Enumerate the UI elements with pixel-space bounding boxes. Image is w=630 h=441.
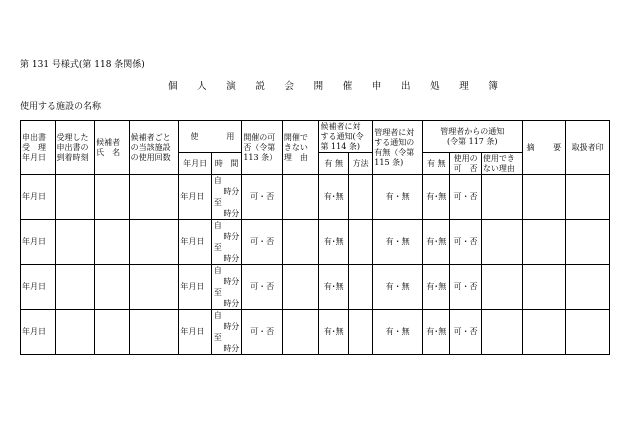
title-char: 処: [430, 81, 440, 92]
header-use-ok: 使用の 可 否: [450, 153, 481, 175]
application-date-cell: 年月日: [21, 265, 56, 310]
header-manager-notice: 管理者に対 する通知の 有無（令第 115 条): [373, 121, 423, 175]
use-count-cell: [129, 265, 179, 310]
notice-yes-no-cell: 有･無: [319, 220, 348, 265]
header-application-date: 申出書 受 理 年月日: [21, 121, 56, 175]
from-manager-cell: 有･無: [423, 265, 450, 310]
title-char: 個: [168, 81, 178, 92]
application-date-cell: 年月日: [21, 220, 56, 265]
remarks-cell: [522, 265, 566, 310]
header-use-count: 候補者ごと の当該施設 の使用回数: [129, 121, 179, 175]
manager-notice-cell: 有・無: [373, 220, 423, 265]
from-manager-cell: 有･無: [423, 220, 450, 265]
notice-method-cell: [348, 175, 372, 220]
received-time-cell: [55, 265, 95, 310]
header-candidate-notice: 候補者に対 する通知(令 第 114 条): [319, 121, 373, 153]
title-char: 催: [342, 81, 353, 92]
header-cannot-hold: 開催で きない 理 由: [282, 121, 319, 175]
remarks-cell: [522, 220, 566, 265]
remarks-cell: [522, 175, 566, 220]
candidate-name-cell: [95, 220, 130, 265]
use-ok-cell: 可・否: [450, 220, 481, 265]
holding-ok-cell: 可・否: [242, 220, 283, 265]
handler-seal-cell: [566, 310, 610, 355]
register-table: [20, 120, 610, 355]
use-time-cell: 自 時分 至 時分: [211, 175, 241, 220]
table-row: [21, 265, 610, 310]
cannot-use-cell: [481, 175, 522, 220]
manager-notice-cell: 有・無: [373, 265, 423, 310]
application-date-cell: 年月日: [21, 175, 56, 220]
application-date-cell: 年月日: [21, 310, 56, 355]
table-row: [21, 175, 610, 220]
cannot-hold-cell: [282, 175, 319, 220]
cannot-hold-cell: [282, 265, 319, 310]
use-ok-cell: 可・否: [450, 265, 481, 310]
cannot-use-cell: [481, 220, 522, 265]
header-from-manager: 管理者からの通知 (令第 117 条): [423, 121, 523, 153]
title-char: 人: [197, 81, 207, 92]
header-use-time: 時 間: [211, 153, 241, 175]
table-row: [21, 310, 610, 355]
header-handler-seal: 取扱者印: [566, 121, 610, 175]
use-date-cell: 年月日: [179, 175, 211, 220]
candidate-name-cell: [95, 310, 130, 355]
table-row: [21, 220, 610, 265]
cannot-hold-cell: [282, 310, 319, 355]
holding-ok-cell: 可・否: [242, 175, 283, 220]
received-time-cell: [55, 310, 95, 355]
header-notice-yes-no: 有 無: [319, 153, 348, 175]
header-row-1: [21, 121, 610, 153]
received-time-cell: [55, 220, 95, 265]
handler-seal-cell: [566, 175, 610, 220]
use-time-cell: 自 時分 至 時分: [211, 310, 241, 355]
handler-seal-cell: [566, 220, 610, 265]
header-remarks: 摘 要: [522, 121, 566, 175]
title-char: 理: [459, 81, 469, 92]
title-char: 演: [226, 81, 236, 92]
header-use: 使 用: [179, 121, 242, 153]
header-from-manager-yes-no: 有 無: [423, 153, 450, 175]
holding-ok-cell: 可・否: [242, 265, 283, 310]
notice-yes-no-cell: 有･無: [319, 310, 348, 355]
page-title: [168, 78, 498, 92]
manager-notice-cell: 有・無: [373, 310, 423, 355]
use-count-cell: [129, 220, 179, 265]
notice-method-cell: [348, 220, 372, 265]
title-char: 出: [401, 81, 411, 92]
title-char: 会: [284, 81, 295, 92]
facility-label: 使用する施設の名称: [20, 102, 102, 112]
notice-yes-no-cell: 有･無: [319, 175, 348, 220]
cannot-hold-cell: [282, 220, 319, 265]
holding-ok-cell: 可・否: [242, 310, 283, 355]
title-char: 簿: [488, 81, 498, 92]
candidate-name-cell: [95, 175, 130, 220]
title-char: 申: [371, 81, 382, 92]
form-number: 第 131 号様式(第 118 条関係): [20, 60, 145, 70]
manager-notice-cell: 有・無: [373, 175, 423, 220]
cannot-use-cell: [481, 310, 522, 355]
cannot-use-cell: [481, 265, 522, 310]
use-date-cell: 年月日: [179, 220, 211, 265]
candidate-name-cell: [95, 265, 130, 310]
header-notice-method: 方法: [348, 153, 372, 175]
title-char: 説: [255, 81, 265, 92]
received-time-cell: [55, 175, 95, 220]
use-ok-cell: 可・否: [450, 310, 481, 355]
remarks-cell: [522, 310, 566, 355]
use-date-cell: 年月日: [179, 310, 211, 355]
header-candidate-name: 候補者 氏 名: [95, 121, 130, 175]
use-count-cell: [129, 175, 179, 220]
from-manager-cell: 有･無: [423, 310, 450, 355]
notice-method-cell: [348, 310, 372, 355]
use-time-cell: 自 時分 至 時分: [211, 220, 241, 265]
header-received-time: 受理した 申出書の 到着時刻: [55, 121, 95, 175]
title-char: 開: [313, 81, 324, 92]
header-cannot-use: 使用でき ない理由: [481, 153, 522, 175]
notice-method-cell: [348, 265, 372, 310]
header-holding-ok: 開催の可 否（令第 113 条）: [242, 121, 283, 175]
use-date-cell: 年月日: [179, 265, 211, 310]
use-time-cell: 自 時分 至 時分: [211, 265, 241, 310]
header-use-date: 年月日: [179, 153, 211, 175]
notice-yes-no-cell: 有･無: [319, 265, 348, 310]
handler-seal-cell: [566, 265, 610, 310]
use-ok-cell: 可・否: [450, 175, 481, 220]
use-count-cell: [129, 310, 179, 355]
from-manager-cell: 有･無: [423, 175, 450, 220]
